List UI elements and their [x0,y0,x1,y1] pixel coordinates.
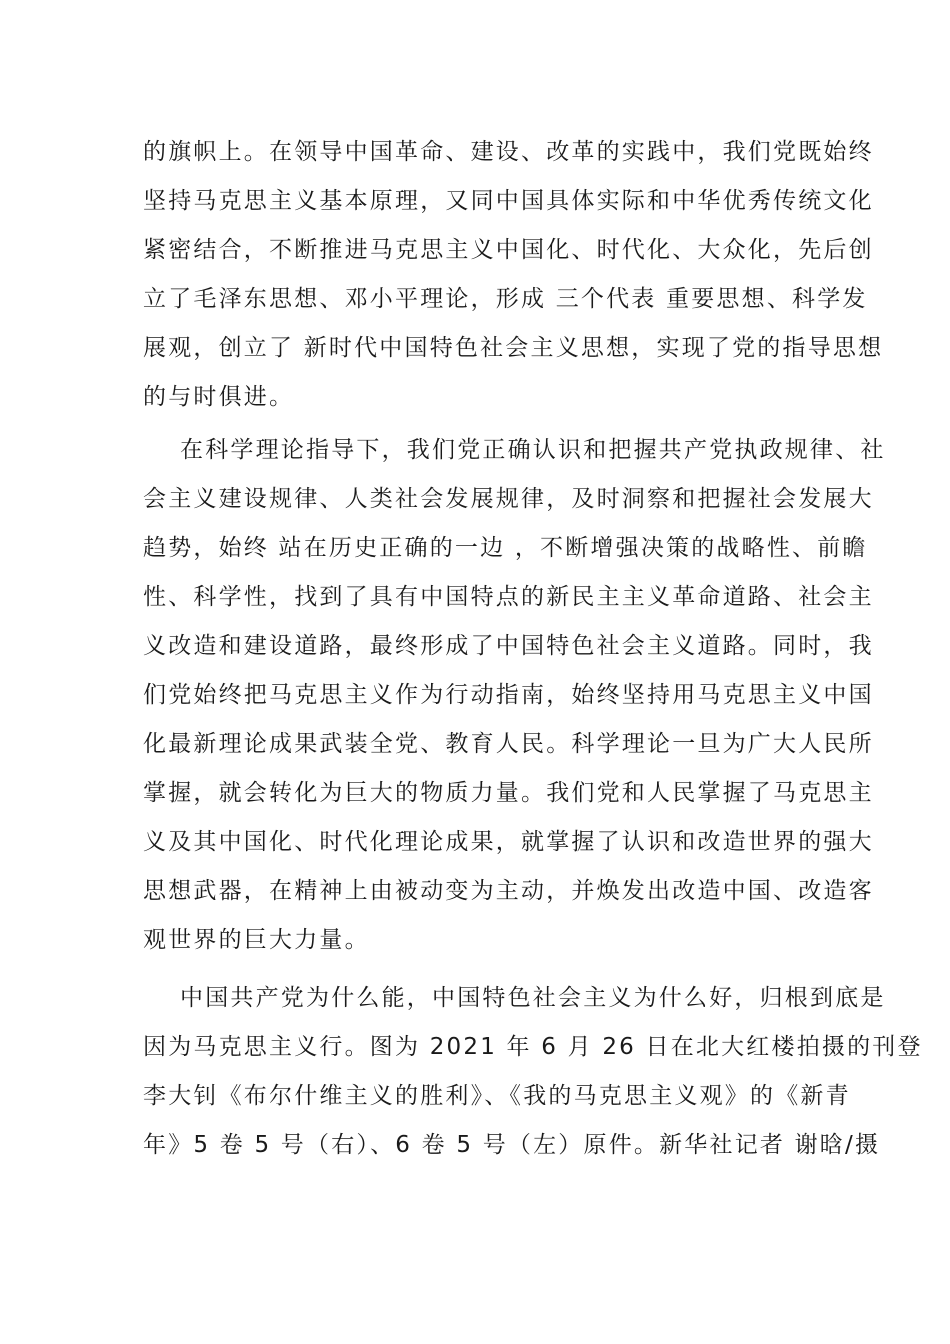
text-line: 因为马克思主义行。图为 2021 年 6 月 26 日在北大红楼拍摄的刊登 [143,1034,923,1060]
text-line: 的旗帜上。在领导中国革命、建设、改革的实践中，我们党既始终 [143,139,874,165]
text-line: 趋势，始终 站在历史正确的一边 ，不断增强决策的战略性、前瞻 [143,535,868,561]
text-line: 年》5 卷 5 号（右）、6 卷 5 号（左）原件。新华社记者 谢晗/摄 [143,1132,881,1158]
text-line: 会主义建设规律、人类社会发展规律，及时洞察和把握社会发展大 [143,486,874,512]
text-line: 掌握，就会转化为巨大的物质力量。我们党和人民掌握了马克思主 [143,780,874,806]
text-line: 中国共产党为什么能，中国特色社会主义为什么好，归根到底是 [180,985,886,1011]
text-line: 性、科学性，找到了具有中国特点的新民主主义革命道路、社会主 [143,584,874,610]
text-line: 紧密结合，不断推进马克思主义中国化、时代化、大众化，先后创 [143,237,874,263]
text-line: 化最新理论成果武装全党、教育人民。科学理论一旦为广大人民所 [143,731,874,757]
text-line: 坚持马克思主义基本原理，又同中国具体实际和中华优秀传统文化 [143,188,874,214]
text-line: 的与时俱进。 [143,384,295,410]
text-line: 观世界的巨大力量。 [143,927,370,953]
text-line: 思想武器，在精神上由被动变为主动，并焕发出改造中国、改造客 [143,878,874,904]
text-line: 义及其中国化、时代化理论成果，就掌握了认识和改造世界的强大 [143,829,874,855]
text-line: 义改造和建设道路，最终形成了中国特色社会主义道路。同时，我 [143,633,874,659]
text-line: 展观，创立了 新时代中国特色社会主义思想，实现了党的指导思想 [143,335,884,361]
text-line: 们党始终把马克思主义作为行动指南，始终坚持用马克思主义中国 [143,682,874,708]
text-line: 立了毛泽东思想、邓小平理论，形成 三个代表 重要思想、科学发 [143,286,868,312]
text-line: 李大钊《布尔什维主义的胜利》、《我的马克思主义观》的《新青 [143,1083,851,1109]
text-line: 在科学理论指导下，我们党正确认识和把握共产党执政规律、社 [180,437,886,463]
